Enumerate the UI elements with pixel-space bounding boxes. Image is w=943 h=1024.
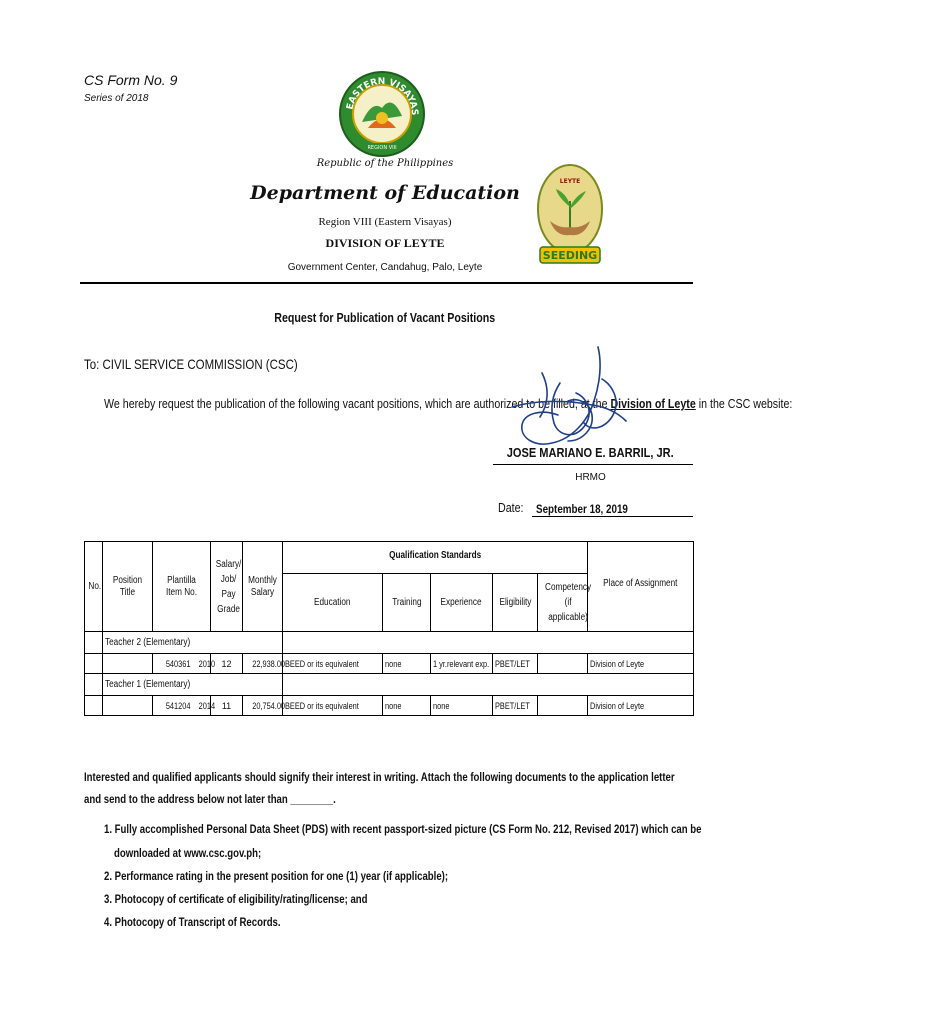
document-title: Request for Publication of Vacant Positions [274, 310, 496, 325]
department-heading: Department of Education [250, 182, 520, 204]
monthly-salary: 22,938.00 [243, 654, 283, 674]
requirement-item: 4. Photocopy of Transcript of Records. [104, 915, 281, 929]
division-heading: DIVISION OF LEYTE [325, 236, 445, 250]
date-label: Date: [498, 500, 524, 515]
intro-after: in the CSC website: [695, 396, 793, 411]
education: BEED or its equivalent [283, 696, 383, 716]
agency-name: Division of Leyte [610, 396, 696, 411]
office-address: Government Center, Candahug, Palo, Leyte [287, 262, 483, 273]
position-group-row [85, 674, 694, 696]
header-eligibility: Eligibility [493, 574, 538, 632]
header-no: No. [85, 542, 103, 632]
experience: none [431, 696, 493, 716]
requirement-item: 3. Photocopy of certificate of eligibility/rating/license; and [104, 892, 368, 906]
position-title: Teacher 1 (Elementary) [103, 674, 283, 696]
table-row [85, 696, 694, 716]
vacant-positions-table [84, 541, 694, 716]
header-divider [80, 282, 693, 284]
header-competency: Competency (if applicable) [538, 574, 588, 632]
header-experience: Experience [431, 574, 493, 632]
education: BEED or its equivalent [283, 654, 383, 674]
seal-subtext: REGION VIII [367, 145, 397, 151]
header-position-title: Position Title [103, 542, 153, 632]
requirement-item: 1. Fully accomplished Personal Data Sheet (PDS) with recent passport-sized picture (CS Form No. 212, Revised 2017) which can be [104, 822, 702, 836]
intro-before: We hereby request the publication of the following vacant positions, which are authorized to be filled, at the [104, 396, 611, 411]
competency [538, 654, 588, 674]
republic-heading: Republic of the Philippines [316, 158, 454, 169]
deped-region-seal-logo [338, 70, 426, 158]
header-education: Education [283, 574, 383, 632]
seeding-text: SEEDING [542, 249, 598, 262]
requirement-item: 2. Performance rating in the present position for one (1) year (if applicable); [104, 869, 449, 883]
date-underline [532, 516, 693, 517]
form-number: CS Form No. 9 [84, 72, 178, 88]
header-monthly-salary: Monthly Salary [243, 542, 283, 632]
seeding-subtext: LEYTE [559, 178, 581, 185]
region-heading: Region VIII (Eastern Visayas) [318, 216, 452, 228]
table-row [85, 654, 694, 674]
competency [538, 696, 588, 716]
handwritten-signature [502, 343, 632, 458]
form-series: Series of 2018 [84, 93, 149, 104]
place-of-assignment: Division of Leyte [588, 654, 694, 674]
header-qualification-standards: Qualification Standards [283, 542, 588, 574]
eligibility: PBET/LET [493, 696, 538, 716]
instructions-note: Interested and qualified applicants should signify their interest in writing. Attach the following documents to the application letter and send to the address below not later than ________. [84, 770, 675, 806]
eligibility: PBET/LET [493, 654, 538, 674]
signatory-title: HRMO [575, 472, 606, 483]
addressee: To: CIVIL SERVICE COMMISSION (CSC) [84, 356, 298, 372]
position-title: Teacher 2 (Elementary) [103, 632, 283, 654]
date-value: September 18, 2019 [536, 502, 628, 516]
header-training: Training [383, 574, 431, 632]
salary-grade: 12 [211, 654, 243, 674]
experience: 1 yr.relevant exp. [431, 654, 493, 674]
signature-line [493, 464, 693, 465]
header-place-of-assignment: Place of Assignment [588, 542, 694, 632]
header-salary-grade: Salary/ Job/ Pay Grade [211, 542, 243, 632]
seal-text: EASTERN VISAYAS [345, 76, 420, 116]
seeding-logo [536, 163, 604, 267]
training: none [383, 654, 431, 674]
requirement-item-continued: downloaded at www.csc.gov.ph; [114, 846, 262, 860]
monthly-salary: 20,754.00 [243, 696, 283, 716]
place-of-assignment: Division of Leyte [588, 696, 694, 716]
signatory-name: JOSE MARIANO E. BARRIL, JR. [507, 445, 674, 460]
training: none [383, 696, 431, 716]
plantilla-item-no: 540361 2010 [153, 654, 211, 674]
salary-grade: 11 [211, 696, 243, 716]
header-plantilla-item: Plantilla Item No. [153, 542, 211, 632]
position-group-row [85, 632, 694, 654]
plantilla-item-no: 541204 2014 [153, 696, 211, 716]
